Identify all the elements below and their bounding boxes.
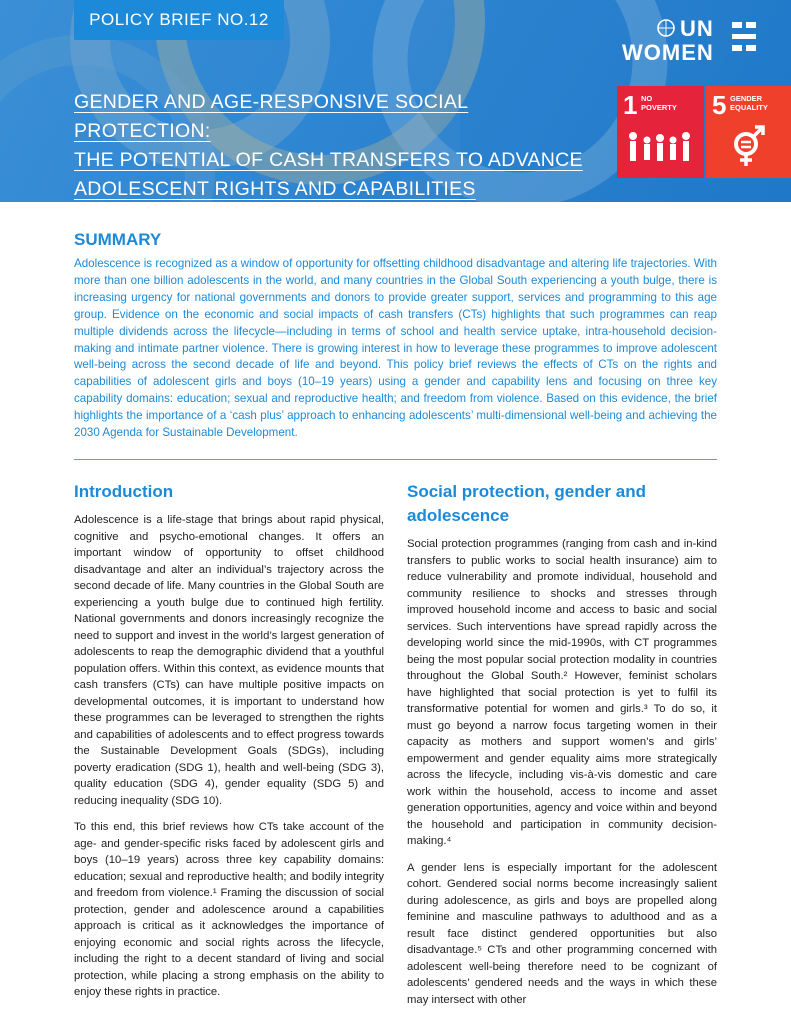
gender-equality-icon — [728, 122, 768, 170]
introduction-paragraph-2: To this end, this brief reviews how CTs take account of the age- and gender-specific risks faced by adolescent girls and boys (10–19 years) across three key capability domains: education; sexual and reproductive health; and bodily integrity and freedom from violence.¹ Framing the discussion of social protection, gender and adolescence around a capabilities approach is critical as it acknowledges the importance of enjoying economic and social rights across the lifecycle, including the right to a decent standard of living and social protection, while placing a strong emphasis on the ability to enjoy these rights in practice. — [74, 821, 384, 998]
sdg5-number: 5 — [712, 90, 727, 120]
sdg1-label-line2: POVERTY — [641, 103, 677, 112]
policy-brief-tag: POLICY BRIEF NO.12 — [74, 0, 284, 40]
social-protection-heading: Social protection, gender and adolescence — [407, 482, 646, 525]
logo-women-text: WOMEN — [622, 40, 714, 65]
sdg1-label-line1: NO — [641, 94, 653, 103]
un-women-mark-icon — [730, 20, 760, 60]
header-banner — [0, 0, 791, 202]
sdg1-number: 1 — [623, 90, 638, 120]
sdg5-badge — [706, 86, 791, 178]
family-icon — [625, 130, 695, 170]
title-line-1: GENDER AND AGE-RESPONSIVE SOCIAL PROTECTION: — [74, 91, 469, 142]
summary-heading: SUMMARY — [74, 230, 162, 249]
social-protection-column — [407, 480, 717, 1018]
sdg1-badge — [617, 86, 704, 178]
introduction-paragraph-1: Adolescence is a life-stage that brings about rapid physical, cognitive and psycho-emotional changes. It offers an important window of opportunity to offset childhood disadvantage and alter an individual’s trajectory across the second decade of life. Many countries in the Global South are experiencing a youth bulge due to continued high fertility. National governments and donors increasingly recognize the need to support and invest in the world’s largest generation of adolescents to reap the demographic dividend that a youthful population offers. Within this context, as evidence mounts that cash transfers (CTs) can have multiple positive impacts on developmental outcomes, it is important to understand how these programmes can be leveraged to strengthen the rights and capabilities of adolescents and to effect progress towards the Sustainable Development Goals (SDGs), including poverty eradication (SDG 1), health and well-being (SDG 3), quality education (SDG 4), gender equality (SDG 5) and reducing inequality (SDG 10). — [74, 514, 385, 807]
sdg5-label-line1: GENDER — [730, 94, 763, 103]
title-line-2: THE POTENTIAL OF CASH TRANSFERS TO ADVANCE — [74, 149, 583, 171]
sdg5-label — [730, 94, 768, 112]
sdg1-label — [641, 94, 677, 112]
un-women-logo — [612, 14, 762, 64]
social-protection-paragraph-2: A gender lens is especially important for the adolescent cohort. Gendered social norms become increasingly salient during adolescence, as girls and boys are propelled along feminine and masculine pathways to adulthood and as a result face distinct gendered opportunities but also disadvantage.⁵ CTs and other programming concerned with adolescent well-being therefore need to be cognizant of adolescents’ gendered needs and the ways in which these may intersect with other — [407, 861, 717, 1006]
introduction-column — [74, 480, 384, 1011]
sdg5-label-line2: EQUALITY — [730, 103, 768, 112]
summary-text: Adolescence is recognized as a window of opportunity for offsetting childhood disadvantage and altering life trajectories. With more than one billion adolescents in the world, and many countries in the Global South experiencing a youth bulge, there is increasing urgency for national governments and donors to provide greater support, services and programming to this age group. Evidence on the economic and social impacts of cash transfers (CTs) highlights that such programmes can reap multiple dividends across the lifecycle—including in terms of school and health service uptake, intra-household decision-making and intimate partner violence. There is growing interest in how to leverage these programmes to improve adolescent well-being across the second decade of life and beyond. This policy brief reviews the effects of CTs on the rights and capabilities of adolescent girls and boys (10–19 years) using a gender and capability lens and focusing on three key capability domains: education; sexual and reproductive health; and freedom from violence. Based on this evidence, the brief highlights the importance of a ‘cash plus’ approach to enhancing adolescents’ multi-dimensional well-being and achieving the 2030 Agenda for Sustainable Development. — [74, 257, 717, 440]
un-emblem-icon — [656, 18, 676, 38]
section-divider — [74, 459, 717, 460]
introduction-heading: Introduction — [74, 482, 174, 501]
social-protection-paragraph-1: Social protection programmes (ranging from cash and in-kind transfers to public works to social health insurance) aim to reduce vulnerability and promote individual, household and community resilience to shocks and stresses through improved household income and access to basic and social services. Such interventions have spread rapidly across the developing world since the mid-1990s, with CT programmes being the most popular social protection modality in countries throughout the Global South.² However, feminist scholars have highlighted that social protection is yet to fulfil its transformative potential for women and girls.³ To do so, it must go beyond a narrow focus targeting women in their capacity as mothers and support women’s and girls’ empowerment and gender equality aims more strategically across the lifecycle, including vis-à-vis domestic and care work within the household, access to income and asset generation opportunities, agency and voice within and beyond the household and participation in community decision-making.⁴ — [407, 538, 717, 847]
logo-un-text: UN — [680, 16, 714, 41]
title-line-3: ADOLESCENT RIGHTS AND CAPABILITIES — [74, 178, 476, 200]
page-title — [74, 88, 594, 202]
